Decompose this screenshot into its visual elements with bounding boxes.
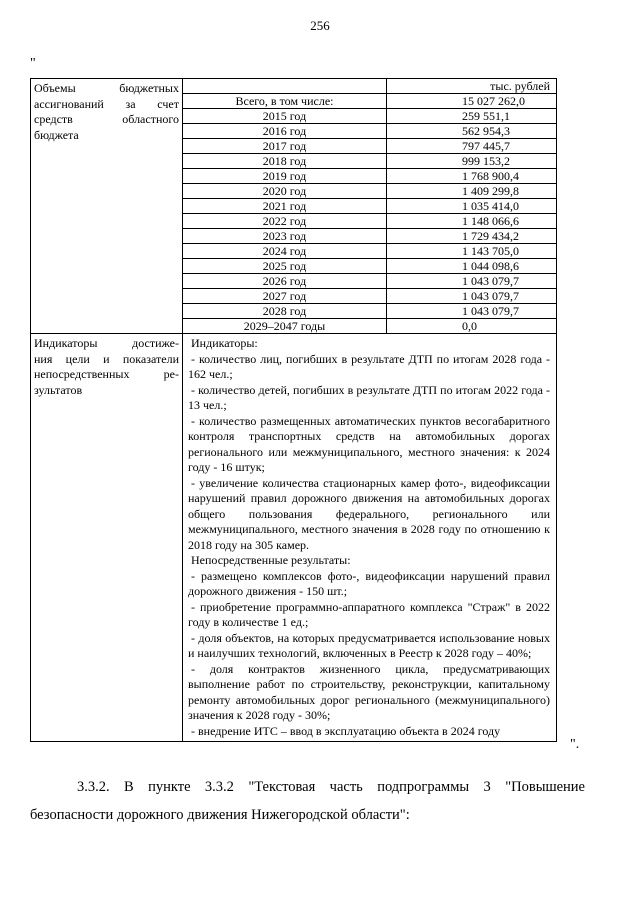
budget-amount: 1 729 434,2 bbox=[387, 229, 557, 244]
budget-period: 2027 год bbox=[183, 289, 387, 304]
budget-year-row bbox=[183, 229, 556, 244]
result-item: - приобретение программно-аппаратного комплекса "Страж" в 2022 году в количестве 1 ед.; bbox=[188, 599, 550, 629]
indicators-label-line: зультатов bbox=[34, 382, 83, 397]
indicators-row bbox=[31, 334, 557, 742]
budget-period: 2020 год bbox=[183, 184, 387, 199]
budget-year-row bbox=[183, 169, 556, 184]
budget-amount: 1 768 900,4 bbox=[387, 169, 557, 184]
budget-period: 2017 год bbox=[183, 139, 387, 154]
budget-year-row bbox=[183, 124, 556, 139]
budget-year-row bbox=[183, 199, 556, 214]
budget-period: 2021 год bbox=[183, 199, 387, 214]
indicators-label-cell bbox=[31, 334, 183, 742]
budget-year-row bbox=[183, 154, 556, 169]
indicator-item: - количество лиц, погибших в результате ДТП по итогам 2028 года - 162 чел.; bbox=[188, 351, 550, 381]
budget-period: 2018 год bbox=[183, 154, 387, 169]
budget-year-row bbox=[183, 94, 556, 109]
budget-table bbox=[183, 79, 556, 333]
budget-period: 2024 год bbox=[183, 244, 387, 259]
budget-amount: 999 153,2 bbox=[387, 154, 557, 169]
section-paragraph: 3.3.2. В пункте 3.3.2 "Текстовая часть подпрограммы 3 "Повышение безопасности дорожного движения Нижегородской области": bbox=[30, 778, 585, 823]
result-item: - доля контрактов жизненного цикла, предусматривающих выполнение работ по строительству, реконструкции, капитальному ремонту автомобильных дорог регионального (межмуниципального) значения к 2028 году - 30%; bbox=[188, 661, 550, 722]
budget-amount: 1 035 414,0 bbox=[387, 199, 557, 214]
budget-values-cell bbox=[183, 79, 557, 334]
budget-amount: 1 043 079,7 bbox=[387, 274, 557, 289]
budget-amount: 1 044 098,6 bbox=[387, 259, 557, 274]
indicators-label-line: Индикаторы достиже- bbox=[34, 336, 179, 350]
passport-table bbox=[30, 78, 557, 742]
budget-unit: тыс. рублей bbox=[387, 79, 557, 94]
budget-year-row bbox=[183, 184, 556, 199]
result-item: - доля объектов, на которых предусматривается использование новых и наилучших технологий, включенных в Реестр к 2028 году – 40%; bbox=[188, 630, 550, 660]
budget-amount: 1 148 066,6 bbox=[387, 214, 557, 229]
budget-period: 2016 год bbox=[183, 124, 387, 139]
page-number: 256 bbox=[310, 18, 330, 33]
budget-label-line: ассигнований за счет bbox=[34, 96, 179, 111]
indicators-label-line: непосредственных ре- bbox=[34, 367, 179, 381]
budget-period: 2025 год bbox=[183, 259, 387, 274]
budget-period: 2023 год bbox=[183, 229, 387, 244]
budget-year-row bbox=[183, 319, 556, 334]
budget-period: 2029–2047 годы bbox=[183, 319, 387, 334]
results-heading: Непосредственные результаты: bbox=[191, 553, 351, 567]
budget-year-row bbox=[183, 244, 556, 259]
opening-quote-mark: " bbox=[30, 56, 36, 71]
budget-year-row bbox=[183, 274, 556, 289]
budget-period: 2028 год bbox=[183, 304, 387, 319]
budget-period: 2022 год bbox=[183, 214, 387, 229]
budget-period: 2026 год bbox=[183, 274, 387, 289]
budget-period: Всего, в том числе: bbox=[183, 94, 387, 109]
budget-amount: 1 143 705,0 bbox=[387, 244, 557, 259]
budget-year-row bbox=[183, 109, 556, 124]
budget-label-line: Объемы бюджетных bbox=[34, 81, 179, 95]
budget-amount: 0,0 bbox=[387, 319, 557, 334]
budget-year-row bbox=[183, 289, 556, 304]
budget-label-line: бюджета bbox=[34, 127, 79, 142]
budget-amount: 15 027 262,0 bbox=[387, 94, 557, 109]
budget-label-cell bbox=[31, 79, 183, 334]
indicators-content-cell bbox=[183, 334, 557, 742]
indicators-heading: Индикаторы: bbox=[191, 336, 258, 350]
budget-period: 2015 год bbox=[183, 109, 387, 124]
budget-amount: 1 043 079,7 bbox=[387, 289, 557, 304]
budget-amount: 259 551,1 bbox=[387, 109, 557, 124]
budget-year-row bbox=[183, 259, 556, 274]
budget-label-line: средств областного bbox=[34, 112, 179, 126]
budget-year-row bbox=[183, 214, 556, 229]
budget-amount: 1 043 079,7 bbox=[387, 304, 557, 319]
indicators-label-line: ния цели и показатели bbox=[34, 351, 179, 366]
budget-period: 2019 год bbox=[183, 169, 387, 184]
budget-unit-spacer bbox=[183, 79, 387, 94]
result-item: - внедрение ИТС – ввод в эксплуатацию объекта в 2024 году bbox=[191, 723, 501, 738]
budget-amount: 797 445,7 bbox=[387, 139, 557, 154]
budget-amount: 1 409 299,8 bbox=[387, 184, 557, 199]
indicator-item: - количество размещенных автоматических пунктов весогабаритного контроля транспортных средств на автомобильных дорогах регионального или межмуниципального, местного значения: к 2024 году - 16 штук; bbox=[188, 413, 550, 474]
indicator-item: - увеличение количества стационарных камер фото-, видеофиксации нарушений правил дорожного движения на автомобильных дорогах общего пользования федерального, регионального или межмуниципального, местного значения в 2028 году по отношению к 2018 году на 305 камер. bbox=[188, 475, 550, 552]
indicator-item: - количество детей, погибших в результате ДТП по итогам 2022 года - 13 чел.; bbox=[188, 382, 550, 412]
budget-year-row bbox=[183, 304, 556, 319]
result-item: - размещено комплексов фото-, видеофиксации нарушений правил дорожного движения - 150 шт.; bbox=[188, 568, 550, 598]
closing-quote-mark: ". bbox=[570, 737, 580, 752]
budget-year-row bbox=[183, 139, 556, 154]
budget-amount: 562 954,3 bbox=[387, 124, 557, 139]
budget-row bbox=[31, 79, 557, 334]
